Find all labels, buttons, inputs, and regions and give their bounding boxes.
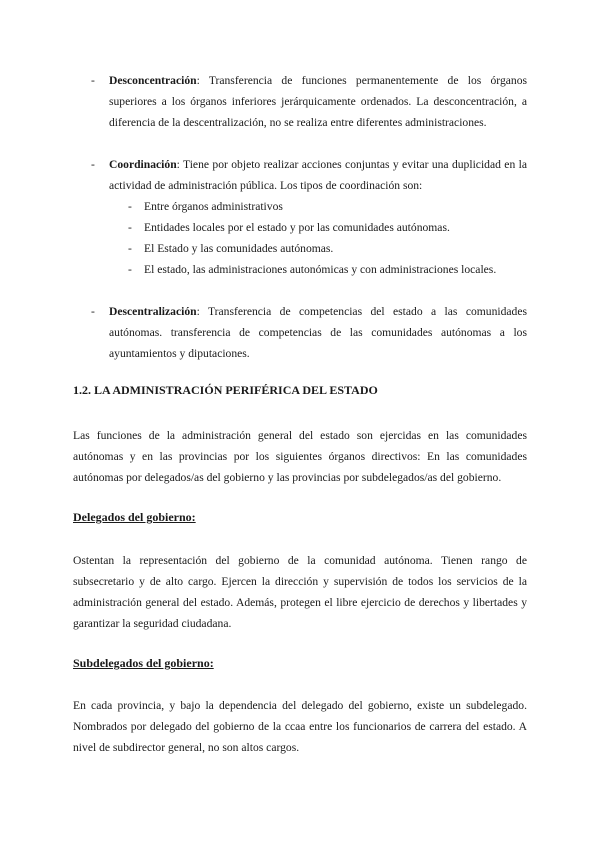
subdelegados-heading: Subdelegados del gobierno: xyxy=(73,656,214,670)
bullet-term: Coordinación xyxy=(109,158,177,171)
intro-paragraph: Las funciones de la administración general del estado son ejercidas en las comunidades autónomas y en las provincias por los siguientes órganos directivos: En las comunidades autónomas por delegados/as del gobierno y las provincias por subdelegados/as del gobierno. xyxy=(73,429,527,484)
sub-list-text: El estado, las administraciones autonómicas y con administraciones locales. xyxy=(144,263,497,276)
bullet-item-descentralizacion xyxy=(109,301,527,364)
sub-list-text: El Estado y las comunidades autónomas. xyxy=(144,242,334,255)
bullet-item-coordinacion xyxy=(109,154,527,196)
sub-bullet-marker: - xyxy=(128,221,132,234)
bullet-marker: - xyxy=(91,158,95,171)
sub-list-text: Entidades locales por el estado y por las comunidades autónomas. xyxy=(144,221,450,234)
bullet-marker: - xyxy=(91,74,95,87)
bullet-marker: - xyxy=(91,305,95,318)
sub-bullet-marker: - xyxy=(128,242,132,255)
bullet-text: : Transferencia de competencias del estado a las comunidades autónomas. transferencia de competencias de las comunidades autónomas a los ayuntamientos y diputaciones. xyxy=(109,305,527,360)
bullet-term: Desconcentración xyxy=(109,74,197,87)
bullet-text: : Transferencia de funciones permanentemente de los órganos superiores a los órganos inferiores jerárquicamente ordenados. La desconcentración, a diferencia de la descentralización, no se realiza entre diferentes administraciones. xyxy=(109,74,527,129)
sub-bullet-marker: - xyxy=(128,263,132,276)
bullet-text: : Tiene por objeto realizar acciones conjuntas y evitar una duplicidad en la actividad de administración pública. Los tipos de coordinación son: xyxy=(109,158,527,192)
bullet-term: Descentralización xyxy=(109,305,197,318)
delegados-paragraph: Ostentan la representación del gobierno de la comunidad autónoma. Tienen rango de subsecretario y de alto cargo. Ejercen la dirección y supervisión de todos los servicios de la administración general del estado. Además, protegen el libre ejercicio de derechos y libertades y garantizar la seguridad ciudadana. xyxy=(73,554,527,630)
sub-list-item xyxy=(109,196,549,217)
sub-list-text: Entre órganos administrativos xyxy=(144,200,283,213)
sub-list-item xyxy=(109,238,549,259)
bullet-item-desconcentracion xyxy=(109,70,527,133)
subdelegados-paragraph: En cada provincia, y bajo la dependencia del delegado del gobierno, existe un subdelegado. Nombrados por delegado del gobierno de la ccaa entre los funcionarios de carrera del estado. A nivel de subdirector general, no son altos cargos. xyxy=(73,699,527,754)
section-heading: 1.2. LA ADMINISTRACIÓN PERIFÉRICA DEL ESTADO xyxy=(73,383,378,397)
sub-list-item xyxy=(109,259,549,280)
sub-list-item xyxy=(109,217,549,238)
delegados-heading: Delegados del gobierno: xyxy=(73,510,196,524)
sub-bullet-marker: - xyxy=(128,200,132,213)
